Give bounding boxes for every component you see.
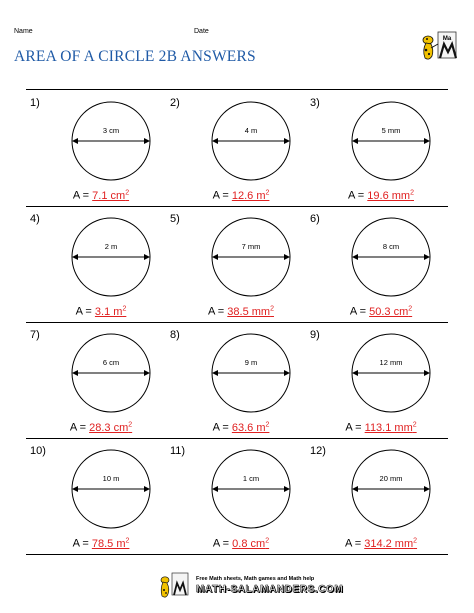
answer-exponent: 2 [413, 537, 418, 544]
arrowhead-left-icon [212, 370, 218, 376]
arrowhead-left-icon [72, 486, 78, 492]
problem-cell [26, 438, 166, 554]
answer-value [365, 422, 417, 434]
answer-prefix: A = [344, 537, 365, 550]
diameter-label: 7 mm [241, 242, 261, 251]
answer-prefix: A = [75, 305, 95, 318]
answer-line [36, 189, 166, 202]
answer-number-unit: 38.5 mm [227, 305, 271, 318]
answer-value [92, 190, 129, 202]
diameter-label: 5 mm [381, 126, 401, 135]
arrowhead-right-icon [424, 138, 430, 144]
answer-number-unit: 7.1 cm [92, 189, 126, 202]
answer-line [36, 537, 166, 550]
answer-number-unit: 78.5 m [91, 537, 126, 550]
answer-value [227, 306, 274, 318]
answer-exponent: 2 [122, 305, 127, 312]
answer-value [232, 190, 270, 202]
answer-value [367, 190, 414, 202]
arrowhead-right-icon [144, 370, 150, 376]
arrowhead-right-icon [144, 254, 150, 260]
footer [156, 571, 356, 601]
answer-prefix: A = [72, 189, 93, 202]
arrowhead-right-icon [284, 486, 290, 492]
diameter-label: 20 mm [379, 474, 403, 483]
answer-exponent: 2 [410, 189, 414, 196]
math-salamanders-logo [416, 28, 460, 64]
diameter-label: 12 mm [379, 358, 403, 367]
answer-number-unit: 28.3 cm [89, 421, 129, 434]
problem-cell [26, 206, 166, 322]
answer-number-unit: 19.6 mm [367, 189, 411, 202]
answer-prefix: A = [212, 537, 233, 550]
answer-line [36, 421, 166, 434]
question-number: 3) [310, 97, 320, 109]
arrowhead-left-icon [72, 370, 78, 376]
arrowhead-left-icon [212, 138, 218, 144]
answer-line [176, 537, 306, 550]
answer-prefix: A = [212, 421, 232, 434]
diameter-label: 8 cm [382, 242, 400, 251]
arrowhead-right-icon [284, 254, 290, 260]
answer-exponent: 2 [125, 189, 130, 196]
arrowhead-left-icon [72, 138, 78, 144]
arrowhead-left-icon [352, 138, 358, 144]
answer-value [232, 538, 269, 550]
answer-number-unit: 12.6 m [231, 189, 266, 202]
arrowhead-right-icon [424, 370, 430, 376]
diameter-label: 10 m [102, 474, 120, 483]
answer-line [176, 305, 306, 318]
question-number: 1) [30, 97, 40, 109]
arrowhead-left-icon [212, 254, 218, 260]
question-number: 12) [310, 445, 326, 457]
question-number: 7) [30, 329, 40, 341]
problem-row [26, 322, 448, 439]
arrowhead-left-icon [72, 254, 78, 260]
question-number: 9) [310, 329, 320, 341]
answer-prefix: A = [212, 189, 232, 202]
answer-value [232, 422, 270, 434]
answer-line [316, 537, 446, 550]
answer-value [89, 422, 132, 434]
problem-row [26, 90, 448, 207]
arrowhead-right-icon [424, 486, 430, 492]
salamander-icon [416, 28, 460, 64]
answer-number-unit: 314.2 mm [364, 537, 414, 550]
answer-prefix: A = [348, 189, 368, 202]
question-number: 10) [30, 445, 46, 457]
diameter-label: 2 m [104, 242, 118, 251]
answer-prefix: A = [69, 421, 90, 434]
name-label: Name [14, 28, 33, 35]
diameter-label: 3 cm [102, 126, 120, 135]
question-number: 8) [170, 329, 180, 341]
answer-exponent: 2 [270, 305, 274, 312]
logo-text: Ma [442, 36, 452, 42]
question-number: 2) [170, 97, 180, 109]
answer-number-unit: 113.1 mm [364, 421, 413, 434]
arrowhead-right-icon [144, 138, 150, 144]
answer-prefix: A = [345, 421, 365, 434]
answer-prefix: A = [72, 537, 92, 550]
question-number: 6) [310, 213, 320, 225]
diameter-label: 9 m [244, 358, 258, 367]
problem-cell [166, 206, 306, 322]
answer-value [364, 538, 417, 550]
question-number: 5) [170, 213, 180, 225]
answer-line [36, 305, 166, 318]
answer-prefix: A = [208, 305, 228, 318]
answer-number-unit: 0.8 cm [232, 537, 266, 550]
answer-value [95, 306, 126, 318]
answer-exponent: 2 [265, 189, 270, 196]
footer-salamander-icon [156, 571, 192, 601]
problem-cell [166, 322, 306, 438]
page-title: AREA OF A CIRCLE 2B ANSWERS [14, 48, 256, 65]
date-label: Date [194, 28, 209, 35]
footer-site-name: MATH-SALAMANDERS.COM [196, 584, 344, 595]
problem-row [26, 438, 448, 554]
answer-line [316, 305, 446, 318]
footer-tagline: Free Math sheets, Math games and Math help [196, 576, 315, 582]
answer-value [369, 306, 412, 318]
problem-cell [306, 90, 446, 206]
arrowhead-left-icon [212, 486, 218, 492]
problem-cell [166, 90, 306, 206]
answer-value [92, 538, 130, 550]
answer-number-unit: 50.3 cm [369, 305, 409, 318]
arrowhead-left-icon [352, 486, 358, 492]
problem-grid [26, 89, 448, 555]
diameter-label: 6 cm [102, 358, 120, 367]
problem-cell [166, 438, 306, 554]
question-number: 4) [30, 213, 40, 225]
arrowhead-right-icon [284, 370, 290, 376]
problem-cell [306, 206, 446, 322]
answer-line [316, 421, 446, 434]
problem-cell [26, 322, 166, 438]
answer-number-unit: 3.1 m [94, 305, 123, 318]
answer-exponent: 2 [412, 421, 417, 428]
answer-line [176, 421, 306, 434]
diameter-label: 1 cm [242, 474, 260, 483]
problem-cell [306, 322, 446, 438]
arrowhead-right-icon [284, 138, 290, 144]
question-number: 11) [170, 445, 186, 457]
answer-exponent: 2 [265, 421, 270, 428]
arrowhead-right-icon [144, 486, 150, 492]
problem-cell [306, 438, 446, 554]
answer-number-unit: 63.6 m [231, 421, 266, 434]
answer-prefix: A = [349, 305, 370, 318]
diameter-label: 4 m [244, 126, 258, 135]
problem-cell [26, 90, 166, 206]
answer-exponent: 2 [125, 537, 130, 544]
arrowhead-left-icon [352, 370, 358, 376]
answer-line [176, 189, 306, 202]
answer-exponent: 2 [408, 305, 413, 312]
answer-exponent: 2 [265, 537, 270, 544]
answer-exponent: 2 [128, 421, 133, 428]
answer-line [316, 189, 446, 202]
arrowhead-left-icon [352, 254, 358, 260]
arrowhead-right-icon [424, 254, 430, 260]
problem-row [26, 206, 448, 323]
